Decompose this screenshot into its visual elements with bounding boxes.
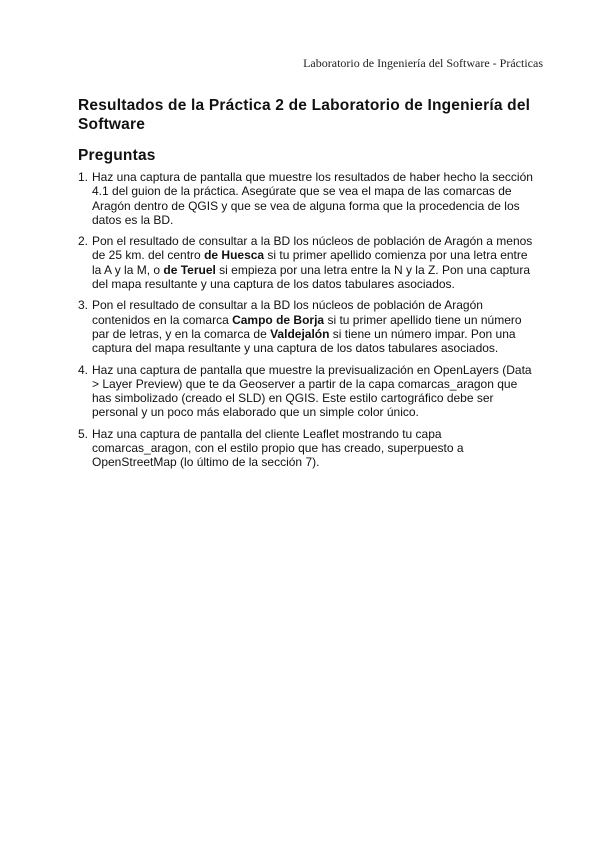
running-header: Laboratorio de Ingeniería del Software - Prácticas	[303, 56, 543, 70]
question-text-segment: si tiene un número impar. Pon una captura del mapa resultante y una captura de los datos tabulares asociados.	[92, 326, 516, 356]
question-text	[92, 170, 533, 227]
question-emphasis: de Teruel	[163, 262, 216, 277]
question-item	[78, 363, 538, 420]
question-text	[92, 298, 522, 355]
question-text-segment: Haz una captura de pantalla que muestre la previsualización en OpenLayers (Data > Layer Preview) que te da Geoserver a partir de la capa comarcas_aragon que has simbolizado (creado el SLD) en QGIS. Este estilo cartográfico debe ser personal y un poco más elaborado que un simple color único.	[92, 362, 532, 420]
question-item	[78, 170, 538, 227]
question-text-segment: Pon el resultado de consultar a la BD los núcleos de población de Aragón a menos de 25 km. del centro	[92, 234, 533, 263]
question-number: 4.	[78, 362, 89, 377]
question-item	[78, 234, 538, 291]
question-number: 3.	[78, 298, 89, 313]
question-number: 2.	[78, 234, 89, 249]
question-emphasis: Valdejalón	[270, 326, 330, 341]
question-item	[78, 427, 538, 470]
question-emphasis: Campo de Borja	[232, 312, 325, 327]
question-text-segment: Haz una captura de pantalla que muestre los resultados de haber hecho la sección 4.1 del guion de la práctica. Asegúrate que se vea el mapa de las comarcas de Aragón dentro de QGIS y que se vea de alguna forma que la procedencia de los datos es la BD.	[92, 170, 533, 227]
question-number: 1.	[78, 170, 89, 184]
question-text-segment: Haz una captura de pantalla del cliente Leaflet mostrando tu capa comarcas_aragon, con el estilo propio que has creado, superpuesto a OpenStreetMap (lo último de la sección 7).	[92, 426, 464, 470]
question-text-segment: si tu primer apellido comienza por una letra entre la A y la M, o	[92, 248, 528, 277]
question-item	[78, 298, 538, 355]
question-text	[92, 363, 532, 420]
section-title-preguntas: Preguntas	[78, 147, 156, 164]
question-text-segment: Pon el resultado de consultar a la BD los núcleos de población de Aragón contenidos en la comarca	[92, 298, 483, 327]
question-number: 5.	[78, 426, 89, 441]
document-title: Resultados de la Práctica 2 de Laboratorio de Ingeniería del Software	[78, 97, 531, 133]
question-emphasis: de Huesca	[204, 248, 265, 263]
question-text	[92, 234, 532, 291]
question-text-segment: si tu primer apellido tiene un número par de letras, y en la comarca de	[92, 312, 522, 341]
question-text-segment: si empieza por una letra entre la N y la Z. Pon una captura del mapa resultante y una captura de los datos tabulares asociados.	[92, 262, 531, 292]
question-text	[92, 427, 464, 470]
questions-list	[78, 170, 538, 477]
